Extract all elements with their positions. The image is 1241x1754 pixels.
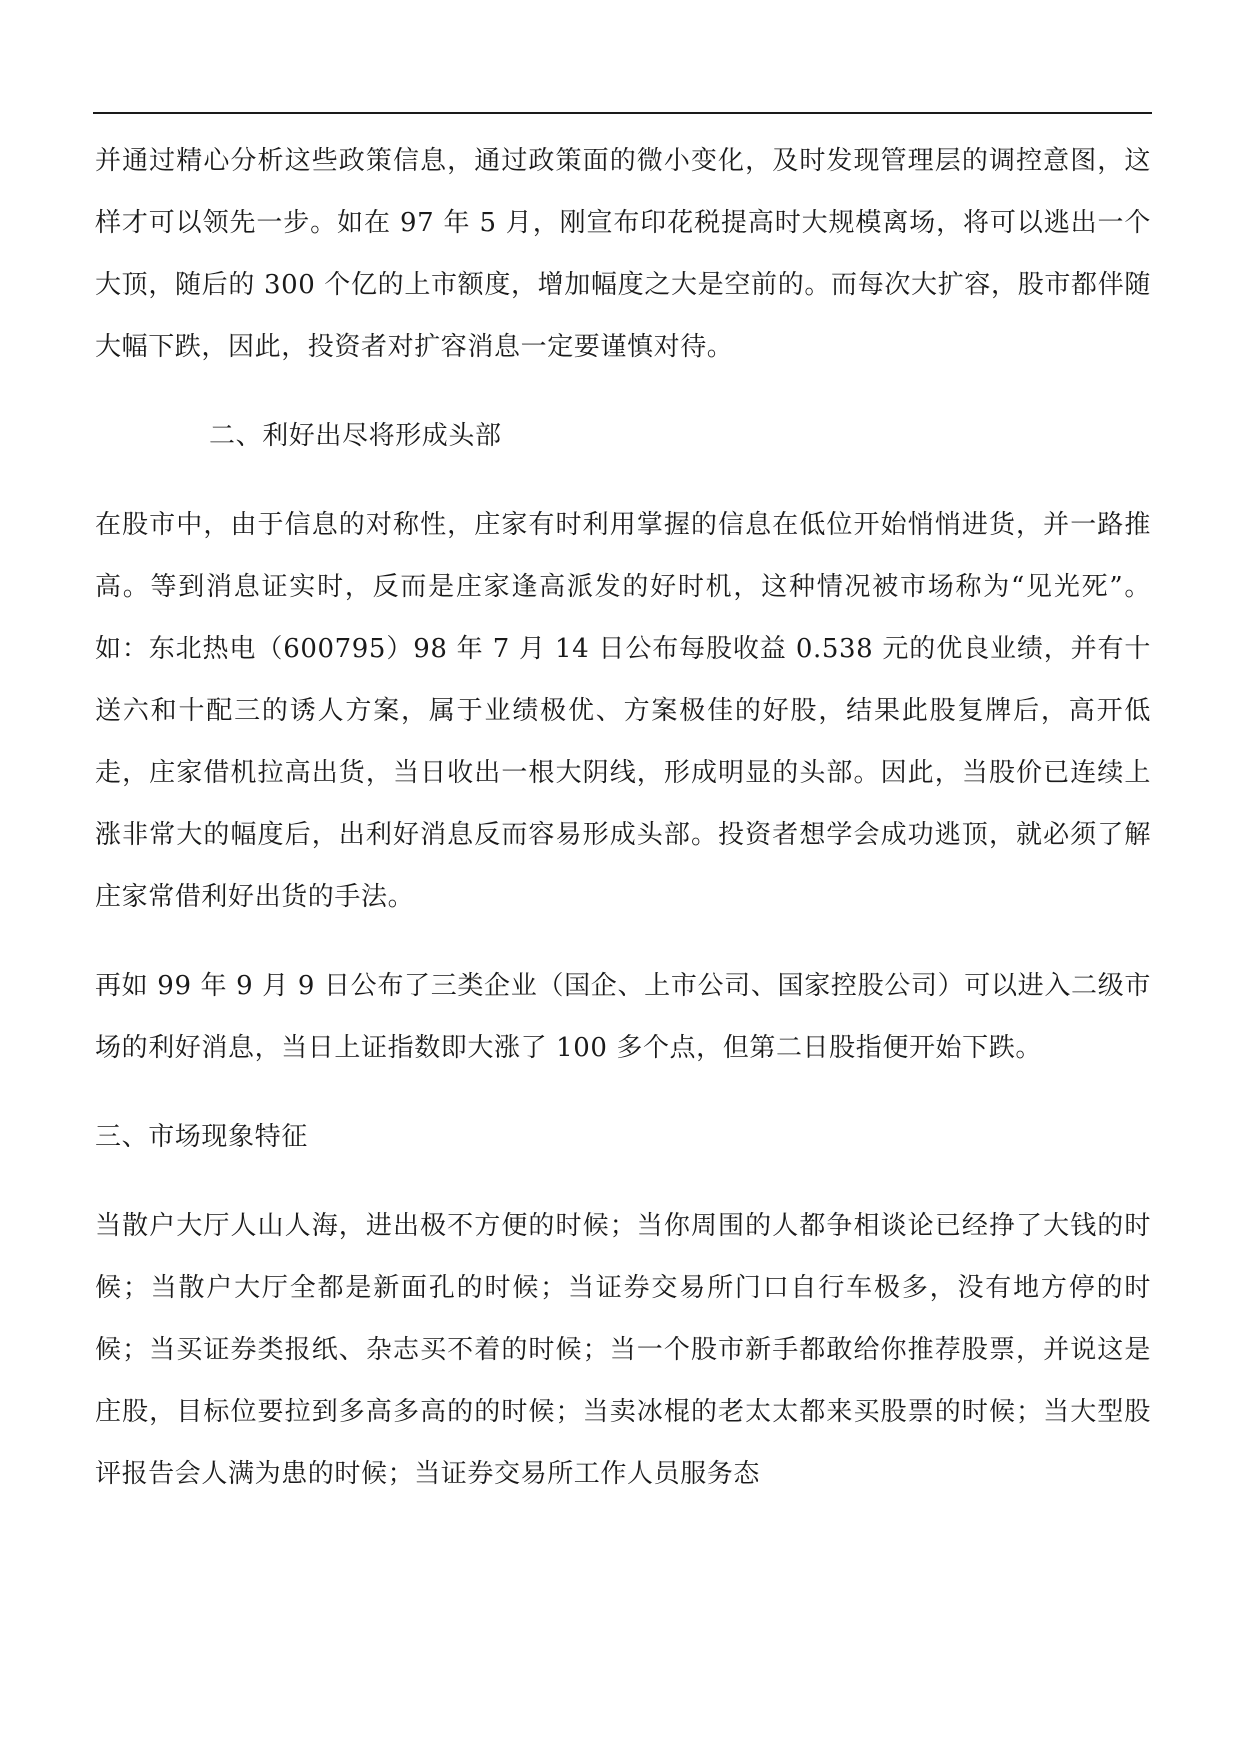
header-rule <box>93 112 1152 114</box>
paragraph-policy-analysis: 并通过精心分析这些政策信息，通过政策面的微小变化，及时发现管理层的调控意图，这样才可以领先一步。如在 97 年 5 月，刚宣布印花税提高时大规模离场，将可以逃出一个大顶，随后的 300 个亿的上市额度，增加幅度之大是空前的。而每次大扩容，股市都伴随大幅下跌，因此，投资者对扩容消息一定要谨慎对待。 <box>95 146 1151 362</box>
document-body <box>95 130 1151 1505</box>
section-heading-good-news-top: 二、利好出尽将形成头部 <box>209 421 502 451</box>
section-heading-market-signs: 三、市场现象特征 <box>95 1122 308 1152</box>
paragraph-example-1999: 再如 99 年 9 月 9 日公布了三类企业（国企、上市公司、国家控股公司）可以进入二级市场的利好消息，当日上证指数即大涨了 100 多个点，但第二日股指便开始下跌。 <box>95 971 1151 1063</box>
paragraph-market-signs: 当散户大厅人山人海，进出极不方便的时候；当你周围的人都争相谈论已经挣了大钱的时候；当散户大厅全都是新面孔的时候；当证券交易所门口自行车极多，没有地方停的时候；当买证券类报纸、杂志买不着的时候；当一个股市新手都敢给你推荐股票，并说这是庄股，目标位要拉到多高多高的的时候；当卖冰棍的老太太都来买股票的时候；当大型股评报告会人满为患的时候；当证券交易所工作人员服务态 <box>95 1211 1151 1489</box>
paragraph-insider-info: 在股市中，由于信息的对称性，庄家有时利用掌握的信息在低位开始悄悄进货，并一路推高。等到消息证实时，反而是庄家逢高派发的好时机，这种情况被市场称为“见光死”。如：东北热电（600795）98 年 7 月 14 日公布每股收益 0.538 元的优良业绩，并有十送六和十配三的诱人方案，属于业绩极优、方案极佳的好股，结果此股复牌后，高开低走，庄家借机拉高出货，当日收出一根大阴线，形成明显的头部。因此，当股价已连续上涨非常大的幅度后，出利好消息反而容易形成头部。投资者想学会成功逃顶，就必须了解庄家常借利好出货的手法。 <box>95 510 1151 912</box>
